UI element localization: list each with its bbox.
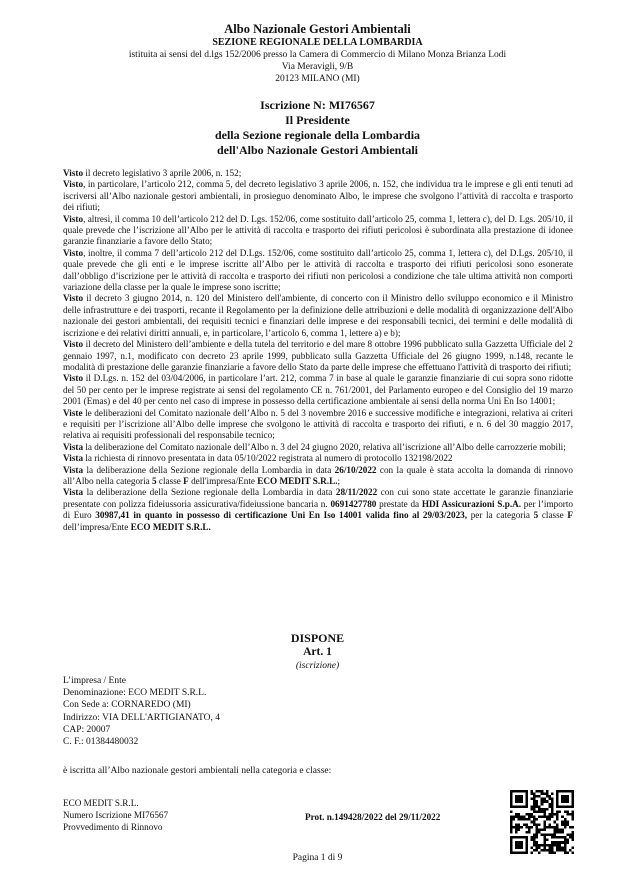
header-section: SEZIONE REGIONALE DELLA LOMBARDIA	[212, 37, 423, 48]
header-title: Albo Nazionale Gestori Ambientali	[224, 22, 411, 36]
header-line-3: 20123 MILANO (MI)	[275, 74, 360, 84]
delibera-accolta-paragraph: Vista la deliberazione della Sezione regionale della Lombardia in data 26/10/2022 con la quale è stata accolta la domanda di rinnovo all’Albo nella categoria 5 classe F dell'impresa/Ente ECO MEDIT S.R.L.;	[63, 464, 573, 486]
page-number: Pagina 1 di 9	[292, 853, 343, 863]
protocol-number: Prot. n.149428/2022 del 29/11/2022	[305, 812, 441, 822]
article-subtitle: (iscrizione)	[295, 661, 340, 671]
paragraph: Visto il D.Lgs. n. 152 del 03/04/2006, in particolare l’art. 212, comma 7 in base al quale le garanzie finanziarie di cui sopra sono ridotte del 50 per cento per le imprese registrate ai sensi del regolamento CE n. 761/2001, del Parlamento europeo e del Consiglio del 19 marzo 2001 (Emas) e del 40 per cento nel caso di imprese in possesso della certificazione ambientale ai sensi della norma Uni En Iso 14001;	[63, 373, 573, 407]
company-name: Denominazione: ECO MEDIT S.R.L.	[63, 688, 207, 699]
sezione-heading: della Sezione regionale della Lombardia	[214, 128, 421, 142]
iscritta-statement: è iscritta all’Albo nazionale gestori ambientali nella categoria e classe:	[63, 766, 332, 776]
albo-heading: dell'Albo Nazionale Gestori Ambientali	[217, 143, 418, 157]
header-line-1: istituita ai sensi del d.lgs 152/2006 presso la Camera di Commercio di Milano Monza Brianza Lodi	[128, 50, 507, 60]
dispone-heading: DISPONE	[290, 631, 345, 645]
paragraph: Viste le deliberazioni del Comitato nazionale dell’Albo n. 5 del 3 novembre 2016 e successive modifiche e integrazioni, relativa ai criteri e requisiti per l’iscrizione all’Albo delle imprese che svolgono le attività di raccolta e trasporto dei rifiuti, e n. 6 del 30 maggio 2017, relativa ai requisiti professionali del responsabile tecnico;	[63, 407, 573, 441]
considerations-body	[63, 168, 573, 533]
company-details	[63, 675, 220, 748]
company-fiscal-code: C. F.: 01384480032	[63, 737, 139, 748]
paragraph: Visto, inoltre, il comma 7 dell’articolo 212 del D.Lgs. 152/06, come sostituito dall’articolo 25, comma 1, lettera c), del D.Lgs. 205/10, il quale prevede che gli enti e le imprese iscritte all’Albo per le attività di raccolta e trasporto dei rifiuti pericolosi sono esonerate dall’obbligo d’iscrizione per le attività di raccolta e trasporto dei rifiuti non pericolosi a condizione che tale ultima attività non comporti variazione della classe per la quale le imprese sono iscritte;	[63, 247, 573, 293]
company-address: Indirizzo: VIA DELL'ARTIGIANATO, 4	[63, 712, 220, 723]
footer-iscrizione: Numero Iscrizione MI76567	[63, 810, 169, 821]
qr-code-icon	[510, 790, 574, 854]
delibera-garanzie-paragraph: Vista la deliberazione della Sezione regionale della Lombardia in data 28/11/2022 con cui sono state accettate le garanzie finanziarie presentate con polizza fideiussoria assicurativa/fideiussione bancaria n. 0691427780 prestate da HDI Assicurazioni S.p.A. per l’importo di Euro 30987,41 in quanto in possesso di certificazione Uni En Iso 14001 valida fino al 29/03/2023, per la categoria 5 classe F dell’impresa/Ente ECO MEDIT S.R.L.	[63, 487, 574, 532]
header-line-2: Via Meravigli, 9/B	[281, 62, 354, 72]
iscrizione-number: Iscrizione N: MI76567	[260, 98, 375, 112]
paragraph: Vista la richiesta di rinnovo presentata in data 05/10/2022 registrata al numero di protocollo 132198/2022	[63, 453, 453, 464]
footer-info	[63, 797, 168, 834]
company-line: L’impresa / Ente	[63, 676, 126, 686]
company-cap: CAP: 20007	[63, 724, 111, 735]
paragraph: Visto il decreto del Ministero dell’ambiente e della tutela del territorio e del mare 8 ottobre 1996 pubblicato sulla Gazzetta Ufficiale del 2 gennaio 1997, n.1, modificato con decreto 23 aprile 1999, pubblicato sulla Gazzetta Ufficiale del 26 giugno 1999, n.148, recante le modalità di prestazione delle garanzie finanziarie a favore dello Stato da parte delle imprese che effettuano l'attività di trasporto dei rifiuti;	[63, 339, 573, 372]
footer-provvedimento: Provvedimento di Rinnovo	[63, 822, 163, 833]
presidente-heading: Il Presidente	[285, 113, 350, 127]
paragraph: Visto il decreto legislativo 3 aprile 2006, n. 152;	[63, 168, 242, 178]
paragraph: Vista la deliberazione del Comitato nazionale dell’Albo n. 3 del 24 giugno 2020, relativa all’iscrizione all’Albo delle carrozzerie mobili;	[63, 441, 566, 452]
paragraph: Visto il decreto 3 giugno 2014, n. 120 del Ministero dell'ambiente, di concerto con il Ministro dello sviluppo economico e il Ministro delle infrastrutture e dei trasporti, recante il Regolamento per la definizione delle attribuzioni e delle modalità di organizzazione dell'Albo nazionale dei gestori ambientali, dei requisiti tecnici e finanziari delle imprese e dei responsabili tecnici, dei termini e delle modalità di iscrizione e dei relativi diritti annuali, e, in particolare, l’articolo 6, comma 1, lettere a) e b);	[63, 293, 573, 338]
paragraph: Visto, altresì, il comma 10 dell’articolo 212 del D. Lgs. 152/06, come sostituito dall’articolo 25, comma 1, lettera c), del D. Lgs. 205/10, il quale prevede che l’iscrizione all’Albo per le attività di raccolta e trasporto dei rifiuti pericolosi è subordinata alla prestazione di idonee garanzie finanziarie a favore dello Stato;	[63, 213, 573, 247]
company-seat: Con Sede a: CORNAREDO (MI)	[63, 700, 191, 711]
paragraph: Visto, in particolare, l’articolo 212, comma 5, del decreto legislativo 3 aprile 2006, n. 152, che individua tra le imprese e gli enti tenuti ad iscriversi all’Albo nazionale gestori ambientali, in prosieguo denominato Albo, le imprese che svolgono l’attività di raccolta e trasporto dei rifiuti;	[63, 179, 573, 213]
footer-company: ECO MEDIT S.R.L.	[63, 798, 139, 808]
article-heading: Art. 1	[303, 646, 332, 658]
